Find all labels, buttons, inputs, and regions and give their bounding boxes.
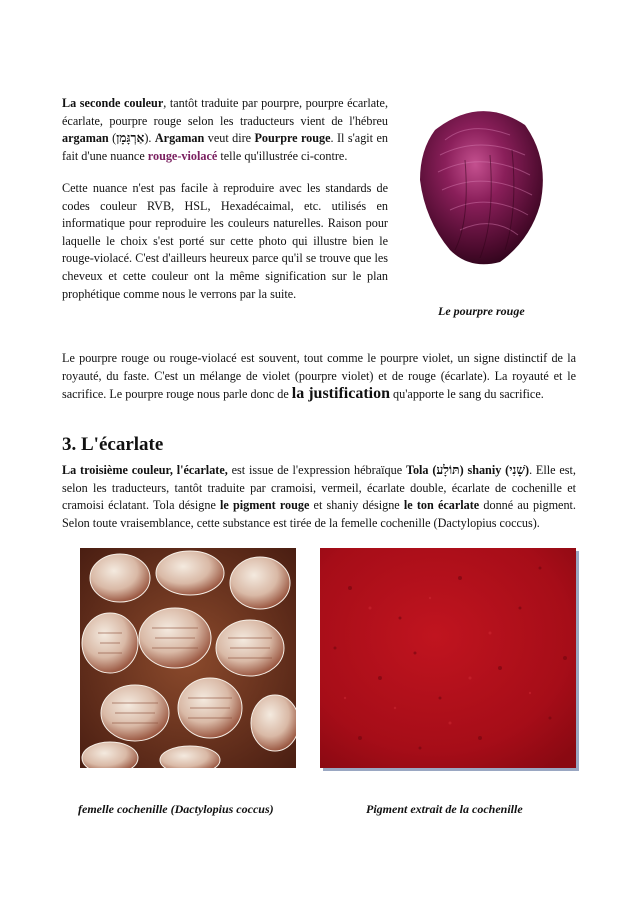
pigment-caption: Pigment extrait de la cochenille — [366, 802, 523, 816]
tola-term: Tola ( — [405, 463, 437, 477]
intro-text: telle qu'illustrée ci-contre. — [217, 148, 348, 163]
nuance-paragraph: Cette nuance n'est pas facile à reproduire avec les standards de codes couleur RVB, HSL, Hexadécaimal, etc. utilisés en informatique pour reproduire les couleurs naturelles. Raison pour laquelle le choix s'est porté sur cette photo qui illustre bien le rouge-violacé. C'est d'ailleurs heureux parce qu'il se trouve que les cheveux et cette couleur ont la même signification sur le plan prophétique comme nous le verrons par la suite. — [62, 181, 388, 301]
hebrew-tola: תּוֹלָע — [436, 463, 460, 477]
ton-ecarlate-term: le ton écarlate — [403, 498, 480, 513]
intro-text: ). — [144, 131, 155, 146]
ecarlate-term: La troisième couleur, l'écarlate, — [62, 463, 228, 477]
intro-term: La seconde couleur — [62, 96, 164, 110]
pigment-term: le pigment rouge — [220, 498, 310, 513]
cochineal-caption: femelle cochenille (Dactylopius coccus) — [78, 802, 274, 816]
argaman-term: Argaman — [154, 131, 205, 146]
intro-text: veut dire — [204, 131, 255, 146]
hebrew-shaniy: שָׁנִי — [509, 463, 525, 477]
pourpre-rouge-paragraph — [62, 350, 576, 404]
intro-text: , tantôt traduite par pourpre, pourpre écarlate, écarlate, pourpre rouge selon les traducteurs vient de l'hébreu — [62, 96, 388, 128]
ecarlate-text: est issue de l'expression hébraïque — [227, 463, 406, 477]
shaniy-term: ) — [525, 463, 530, 477]
cochineal-photo — [80, 548, 296, 768]
pigment-photo — [320, 548, 576, 768]
intro-paragraph — [62, 95, 388, 165]
para3-text: Le pourpre rouge ou rouge-violacé est souvent, tout comme le pourpre violet, un signe distinctif de la royauté, du faste. C'est un mélange de violet (pourpre violet) et de rouge (écarlate). La royauté et le sacrifice. Le pourpre rouge nous parle donc de — [62, 351, 576, 402]
intro-text: . Il s'agit en fait d'une nuance — [62, 131, 388, 163]
para3-text: qu'apporte le sang du sacrifice. — [390, 387, 544, 402]
ecarlate-text: . Elle est, selon les traducteurs, tantôt traduite par cramoisi, vermeil, écarlate double, écarlate de cochenille et cramoisi éclatant. Tola désigne — [62, 463, 576, 513]
shaniy-term: ) shaniy ( — [459, 463, 510, 477]
hebrew-argaman: אַרְגָּמָן — [116, 131, 145, 146]
ecarlate-text: donné au pigment. Selon toute vraisemblance, cette substance est tirée de la femelle cochenille (Dactylopius coccus). — [62, 498, 576, 530]
justification-term: la justification — [291, 385, 390, 403]
rouge-violace-term: rouge-violacé — [147, 148, 218, 163]
ecarlate-text: et shaniy désigne — [309, 498, 404, 513]
pourpre-rouge-term: Pourpre rouge — [254, 131, 331, 146]
argaman-term: argaman — [62, 131, 109, 146]
section-heading-ecarlate: 3. L'écarlate — [62, 434, 164, 455]
hair-photo — [400, 100, 560, 270]
hair-caption: Le pourpre rouge — [438, 304, 525, 318]
ecarlate-paragraph — [62, 462, 576, 532]
intro-text: ( — [108, 131, 117, 146]
